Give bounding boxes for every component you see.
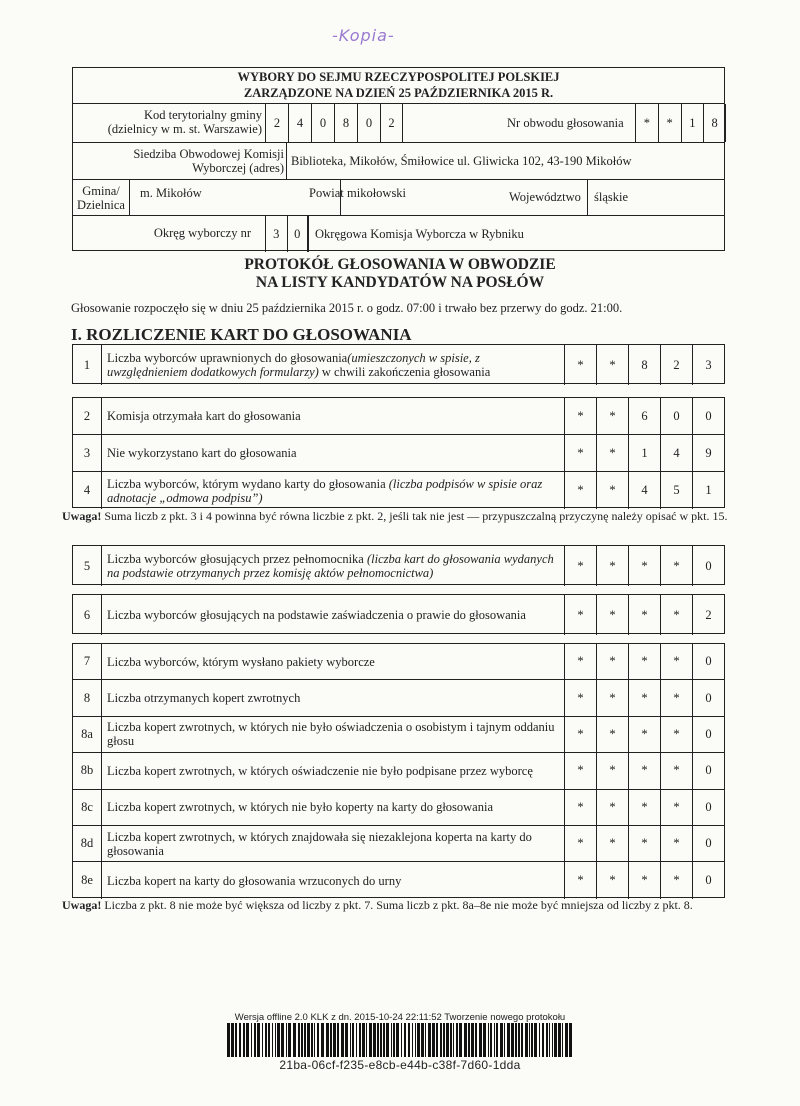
digit-cell: *: [564, 435, 596, 471]
digit-cell: *: [660, 644, 692, 679]
barcode-bar: [539, 1023, 540, 1057]
digit-cell: *: [564, 680, 596, 715]
barcode-bar: [383, 1023, 385, 1057]
obwod-digit: *: [658, 104, 681, 142]
kod-digit: 8: [334, 104, 357, 142]
digit-cell: 0: [692, 753, 724, 788]
row-description: Liczba wyborców, którym wysłano pakiety wyborcze: [107, 654, 375, 669]
digit-cell: 1: [692, 472, 724, 509]
barcode-bar: [341, 1023, 344, 1057]
protocol-row: [73, 546, 724, 586]
barcode-bar: [352, 1023, 354, 1057]
barcode-bar: [446, 1023, 449, 1057]
digit-cell: *: [564, 345, 596, 385]
barcode-bar: [554, 1023, 557, 1057]
digit-cell: *: [628, 862, 660, 898]
digit-cell: 3: [692, 345, 724, 385]
barcode-bar: [507, 1023, 510, 1057]
barcode-bar: [307, 1023, 310, 1057]
barcode-bar: [558, 1023, 561, 1057]
barcode-bar: [311, 1023, 313, 1057]
digit-cell: *: [596, 472, 628, 509]
row-description: Liczba kopert na karty do głosowania wrzuconych do urny: [107, 873, 402, 888]
barcode-bar: [412, 1023, 413, 1057]
digit-cell: *: [660, 546, 692, 586]
version-footer: Wersja offline 2.0 KLK z dn. 2015-10-24 22:11:52 Tworzenie nowego protokołu: [234, 1012, 566, 1023]
barcode-bar: [356, 1023, 357, 1057]
row-digits: [564, 546, 724, 586]
digit-cell: *: [596, 862, 628, 898]
barcode-bar: [268, 1023, 270, 1057]
barcode-bar: [251, 1023, 252, 1057]
digit-cell: 0: [692, 680, 724, 715]
barcode-bar: [401, 1023, 402, 1057]
row-digits: [564, 644, 724, 679]
obwod-digit: 1: [681, 104, 704, 142]
digit-cell: 0: [692, 826, 724, 861]
barcode-bar: [415, 1023, 416, 1057]
barcode-bar: [521, 1023, 523, 1057]
row-number: 8e: [73, 862, 102, 898]
digit-cell: *: [596, 680, 628, 715]
digit-cell: *: [660, 753, 692, 788]
siedziba-value: Biblioteka, Mikołów, Śmiłowice ul. Gliwicka 102, 43-190 Mikołów: [286, 143, 724, 179]
digit-cell: 4: [628, 472, 660, 509]
group-1: [72, 344, 725, 384]
digit-cell: 1: [628, 435, 660, 471]
digit-cell: 0: [692, 790, 724, 825]
protocol-title: PROTOKÓŁ GŁOSOWANIA W OBWODZIE NA LISTY KANDYDATÓW NA POSŁÓW: [244, 256, 556, 291]
barcode-bar: [330, 1023, 332, 1057]
barcode-bar: [301, 1023, 303, 1057]
row-description: Liczba wyborców uprawnionych do głosowania(umieszczonych w spisie, z uwzględnieniem dodatkowych formularzy) w chwili zakończenia głosowania: [107, 351, 491, 379]
digit-cell: *: [596, 644, 628, 679]
barcode-bar: [534, 1023, 537, 1057]
obwod-digit: 8: [703, 104, 726, 142]
row-number: 8a: [73, 717, 102, 752]
protocol-row: [73, 790, 724, 826]
barcode-bar: [333, 1023, 336, 1057]
barcode-bar: [243, 1023, 245, 1057]
barcode-bar: [425, 1023, 426, 1057]
row-description: Liczba kopert zwrotnych, w których nie było oświadczenia o osobistym i tajnym oddaniu głosu: [107, 720, 555, 749]
kod-digit: 2: [265, 104, 288, 142]
row-digits: [564, 862, 724, 898]
digit-cell: *: [564, 546, 596, 586]
barcode-bar: [239, 1023, 241, 1057]
digit-cell: *: [628, 790, 660, 825]
digit-cell: *: [564, 826, 596, 861]
barcode-bar: [450, 1023, 452, 1057]
kod-digit: 4: [288, 104, 311, 142]
barcode-bar: [483, 1023, 486, 1057]
gmina-label: Gmina/ Dzielnica: [77, 184, 125, 212]
row-description: Liczba kopert zwrotnych, w których znajdowała się niezaklejona koperta na karty do głosowania: [107, 829, 532, 858]
digit-cell: *: [628, 546, 660, 586]
barcode-bar: [569, 1023, 572, 1057]
barcode-bar: [231, 1023, 234, 1057]
protocol-row: [73, 472, 724, 509]
protocol-row: [73, 753, 724, 789]
digit-cell: *: [628, 680, 660, 715]
barcode-bar: [369, 1023, 372, 1057]
voting-intro: Głosowanie rozpoczęło się w dniu 25 października 2015 r. o godz. 07:00 i trwało bez przerwy do godz. 21:00.: [71, 301, 623, 315]
barcode-bar: [404, 1023, 406, 1057]
row-digits: [564, 345, 724, 385]
digit-cell: *: [564, 398, 596, 434]
barcode-bar: [257, 1023, 260, 1057]
barcode-bar: [345, 1023, 348, 1057]
siedziba-row: [73, 143, 724, 180]
digit-cell: *: [564, 717, 596, 752]
digit-cell: 0: [692, 644, 724, 679]
barcode-bar: [552, 1023, 553, 1057]
row-description: Nie wykorzystano kart do głosowania: [107, 446, 297, 460]
protocol-row: [73, 680, 724, 716]
digit-cell: *: [596, 595, 628, 635]
wojewodztwo-label: Województwo: [509, 190, 581, 204]
row-description: Liczba kopert zwrotnych, w których oświadczenie nie było podpisane przez wyborcę: [107, 763, 533, 778]
digit-cell: 4: [660, 435, 692, 471]
row-digits: [564, 595, 724, 635]
digit-cell: *: [596, 717, 628, 752]
protocol-row: [73, 826, 724, 862]
note-2: Uwaga! Liczba z pkt. 8 nie może być większa od liczby z pkt. 7. Suma liczb z pkt. 8a–8e nie może być mniejsza od liczby z pkt. 8.: [62, 898, 693, 912]
barcode-bar: [515, 1023, 517, 1057]
barcode-bar: [246, 1023, 249, 1057]
protocol-row: [73, 595, 724, 635]
group-2: [72, 397, 725, 508]
barcode-bar: [440, 1023, 442, 1057]
gmina-row: [73, 180, 724, 216]
row-digits: [564, 680, 724, 715]
row-digits: [564, 472, 724, 509]
digit-cell: *: [564, 472, 596, 509]
barcode-bar: [281, 1023, 284, 1057]
row-number: 8c: [73, 790, 102, 825]
barcode-bar: [443, 1023, 445, 1057]
digit-cell: 0: [692, 862, 724, 898]
barcode: [227, 1023, 573, 1057]
barcode-bar: [518, 1023, 520, 1057]
gmina-value: m. Mikołów: [129, 180, 301, 215]
row-digits: [564, 826, 724, 861]
protocol-row: [73, 345, 724, 385]
digit-cell: *: [596, 435, 628, 471]
digit-cell: *: [596, 753, 628, 788]
barcode-bar: [262, 1023, 263, 1057]
barcode-bar: [421, 1023, 424, 1057]
barcode-bar: [565, 1023, 568, 1057]
barcode-bar: [542, 1023, 544, 1057]
row-number: 4: [73, 472, 102, 509]
digit-cell: *: [660, 826, 692, 861]
header-box: [72, 67, 725, 251]
header-title-row: [73, 68, 724, 104]
barcode-bar: [432, 1023, 435, 1057]
digit-cell: *: [564, 862, 596, 898]
digit-cell: *: [596, 790, 628, 825]
digit-cell: *: [564, 644, 596, 679]
okreg-row: [73, 216, 724, 252]
barcode-bar: [314, 1023, 315, 1057]
barcode-bar: [386, 1023, 389, 1057]
digit-cell: 6: [628, 398, 660, 434]
barcode-bar: [326, 1023, 329, 1057]
barcode-bar: [468, 1023, 470, 1057]
row-number: 8d: [73, 826, 102, 861]
digit-cell: *: [660, 790, 692, 825]
barcode-bar: [277, 1023, 280, 1057]
kod-row: [73, 104, 724, 143]
siedziba-label: Siedziba Obwodowej Komisji Wyborczej (adres): [133, 147, 284, 175]
kod-label: Kod terytorialny gminy (dzielnicy w m. st. Warszawie): [107, 108, 262, 136]
row-digits: [564, 790, 724, 825]
barcode-bar: [227, 1023, 230, 1057]
barcode-bar: [366, 1023, 367, 1057]
row-number: 3: [73, 435, 102, 471]
digit-cell: 8: [628, 345, 660, 385]
barcode-bar: [350, 1023, 351, 1057]
row-digits: [564, 753, 724, 788]
section-title: I. ROZLICZENIE KART DO GŁOSOWANIA: [71, 325, 412, 344]
barcode-bar: [393, 1023, 395, 1057]
digit-cell: *: [596, 345, 628, 385]
protocol-row: [73, 717, 724, 753]
digit-cell: *: [628, 595, 660, 635]
row-description: Liczba wyborców, którym wydano karty do głosowania (liczba podpisów w spisie oraz adnotacje „odmowa podpisu”): [107, 476, 543, 505]
row-number: 7: [73, 644, 102, 679]
row-digits: [564, 435, 724, 471]
kod-digit: 0: [357, 104, 380, 142]
barcode-bar: [417, 1023, 420, 1057]
barcode-bar: [391, 1023, 392, 1057]
barcode-bar: [549, 1023, 550, 1057]
digit-cell: *: [628, 826, 660, 861]
barcode-bar: [490, 1023, 492, 1057]
digit-cell: *: [628, 753, 660, 788]
digit-cell: *: [596, 398, 628, 434]
row-digits: [564, 398, 724, 434]
barcode-bar: [529, 1023, 530, 1057]
digit-cell: *: [628, 644, 660, 679]
barcode-bar: [459, 1023, 462, 1057]
barcode-bar: [396, 1023, 399, 1057]
digit-cell: *: [564, 753, 596, 788]
okreg-value: Okręgowa Komisja Wyborcza w Rybniku: [308, 216, 724, 252]
group-5: [72, 643, 725, 898]
row-description: Liczba wyborców głosujących przez pełnomocnika (liczba kart do głosowania wydanych na podstawie otrzymanych przez komisję aktów pełnomocnictwa): [107, 552, 554, 580]
barcode-bar: [531, 1023, 533, 1057]
barcode-bar: [546, 1023, 548, 1057]
barcode-bar: [496, 1023, 498, 1057]
copy-stamp: -Kopia-: [332, 26, 395, 45]
row-number: 8: [73, 680, 102, 715]
barcode-bar: [471, 1023, 474, 1057]
row-number: 8b: [73, 753, 102, 788]
barcode-bar: [488, 1023, 489, 1057]
barcode-bar: [337, 1023, 339, 1057]
digit-cell: 5: [660, 472, 692, 509]
barcode-bar: [293, 1023, 296, 1057]
powiat-label: Powiat: [309, 186, 344, 200]
barcode-bar: [373, 1023, 376, 1057]
row-description: Liczba wyborców głosujących na podstawie zaświadczenia o prawie do głosowania: [107, 608, 526, 622]
digit-cell: *: [564, 595, 596, 635]
barcode-bar: [428, 1023, 431, 1057]
barcode-bar: [511, 1023, 514, 1057]
group-4: [72, 594, 725, 634]
barcode-bar: [380, 1023, 382, 1057]
digit-cell: *: [596, 826, 628, 861]
barcode-bar: [304, 1023, 306, 1057]
obwod-label: Nr obwodu głosowania: [507, 116, 624, 130]
barcode-bar: [562, 1023, 563, 1057]
okreg-digit: 3: [265, 216, 287, 252]
wojewodztwo-value: śląskie: [587, 180, 724, 215]
barcode-bar: [525, 1023, 528, 1057]
row-number: 5: [73, 546, 102, 586]
barcode-bar: [494, 1023, 495, 1057]
digit-cell: 0: [692, 717, 724, 752]
barcode-bar: [475, 1023, 477, 1057]
barcode-bar: [272, 1023, 273, 1057]
protocol-row: [73, 862, 724, 898]
row-description: Liczba kopert zwrotnych, w których nie było koperty na karty do głosowania: [107, 800, 493, 815]
digit-cell: 2: [660, 345, 692, 385]
digit-cell: *: [564, 790, 596, 825]
barcode-bar: [453, 1023, 454, 1057]
row-number: 6: [73, 595, 102, 635]
digit-cell: *: [596, 546, 628, 586]
row-digits: [564, 717, 724, 752]
digit-cell: 2: [692, 595, 724, 635]
barcode-bar: [500, 1023, 503, 1057]
digit-cell: 0: [660, 398, 692, 434]
row-number: 2: [73, 398, 102, 434]
okreg-digit: 0: [287, 216, 309, 252]
row-number: 1: [73, 345, 102, 385]
barcode-bar: [377, 1023, 379, 1057]
barcode-bar: [265, 1023, 267, 1057]
barcode-text: 21ba-06cf-f235-e8cb-e44b-c38f-7d60-1dda: [279, 1058, 521, 1072]
barcode-bar: [359, 1023, 361, 1057]
kod-digit: 0: [311, 104, 334, 142]
barcode-bar: [362, 1023, 365, 1057]
barcode-bar: [464, 1023, 467, 1057]
digit-cell: *: [660, 595, 692, 635]
digit-cell: 9: [692, 435, 724, 471]
protocol-row: [73, 644, 724, 680]
protocol-row: [73, 398, 724, 435]
note-1: Uwaga! Suma liczb z pkt. 3 i 4 powinna być równa liczbie z pkt. 2, jeśli tak nie jest — przypuszczalną przyczynę należy opisać w pkt. 15.: [62, 509, 728, 523]
kod-digit: 2: [380, 104, 403, 142]
row-description: Komisja otrzymała kart do głosowania: [107, 409, 301, 423]
barcode-bar: [254, 1023, 256, 1057]
protocol-row: [73, 435, 724, 472]
barcode-bar: [286, 1023, 287, 1057]
barcode-bar: [321, 1023, 324, 1057]
digit-cell: *: [628, 717, 660, 752]
barcode-bar: [298, 1023, 300, 1057]
okreg-label: Okręg wyborczy nr: [153, 226, 251, 240]
digit-cell: *: [660, 862, 692, 898]
barcode-bar: [317, 1023, 319, 1057]
row-description: Liczba otrzymanych kopert zwrotnych: [107, 691, 301, 706]
barcode-bar: [288, 1023, 291, 1057]
election-date-title: ZARZĄDZONE NA DZIEŃ 25 PAŹDZIERNIKA 2015 R.: [243, 86, 554, 100]
powiat-value: mikołowski: [340, 180, 492, 215]
barcode-bar: [235, 1023, 237, 1057]
digit-cell: *: [660, 717, 692, 752]
barcode-bar: [479, 1023, 482, 1057]
election-title: WYBORY DO SEJMU RZECZYPOSPOLITEJ POLSKIEJ: [237, 70, 560, 84]
barcode-bar: [456, 1023, 458, 1057]
digit-cell: *: [660, 680, 692, 715]
barcode-bar: [504, 1023, 505, 1057]
barcode-bar: [408, 1023, 410, 1057]
obwod-digit: *: [635, 104, 658, 142]
barcode-bar: [436, 1023, 438, 1057]
digit-cell: 0: [692, 398, 724, 434]
barcode-bar: [275, 1023, 276, 1057]
group-3: [72, 545, 725, 585]
digit-cell: 0: [692, 546, 724, 586]
